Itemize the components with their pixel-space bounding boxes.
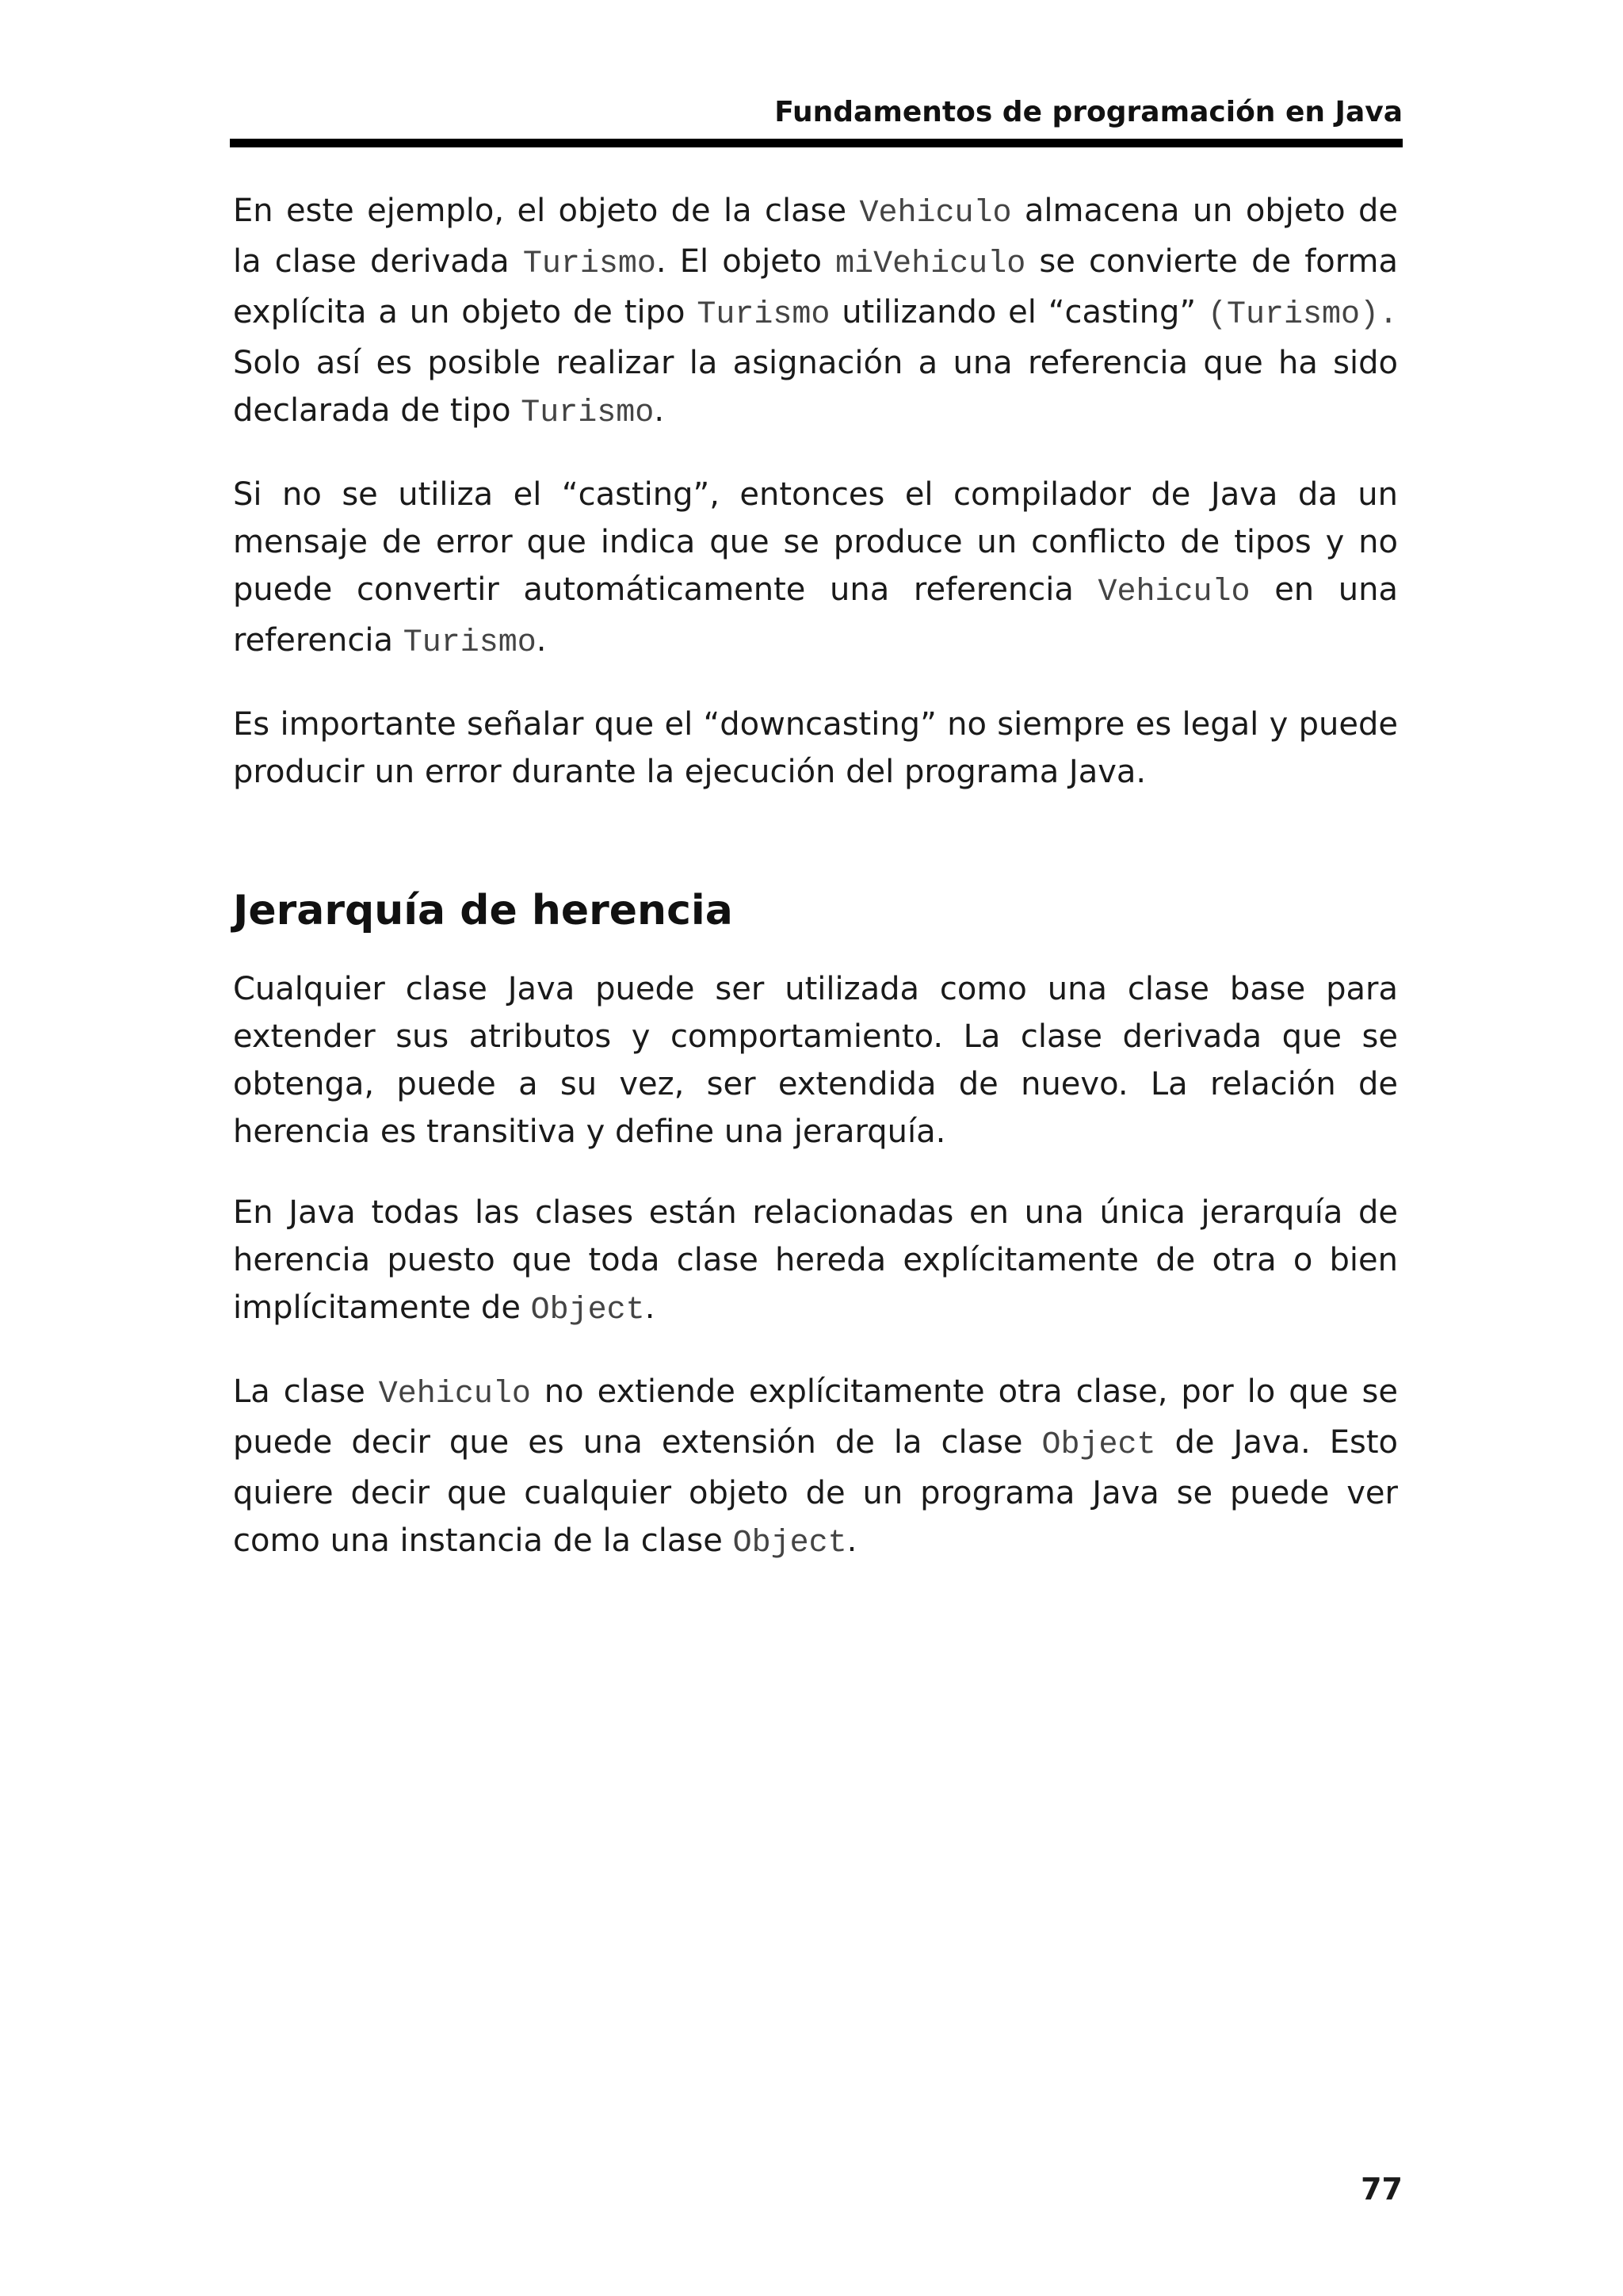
paragraph-text: La clase <box>233 1373 379 1410</box>
top-paragraphs <box>233 187 1398 796</box>
paragraph <box>233 965 1398 1156</box>
paragraph-text: . El objeto <box>655 243 836 280</box>
paragraph-text: . <box>846 1522 857 1559</box>
inline-code: Vehiculo <box>1098 575 1251 610</box>
paragraph-text: . <box>536 622 547 659</box>
paragraph <box>233 1189 1398 1335</box>
paragraph-text: en una referencia <box>233 571 1398 659</box>
section-title: Jerarquía de herencia <box>233 887 733 934</box>
inline-code: (Turismo). <box>1207 297 1398 333</box>
paragraph-text: Es importante señalar que el “downcasting” no siempre es legal y puede producir un error durante la ejecución del programa Java. <box>233 706 1398 790</box>
paragraph-text: utilizando el “casting” <box>830 294 1208 330</box>
paragraph <box>233 1368 1398 1568</box>
paragraph-text: no extiende explícitamente otra clase, por lo que se puede decir que es una extensión de la clase <box>233 1373 1398 1461</box>
paragraph-text: almacena un objeto de la clase derivada <box>233 193 1399 280</box>
inline-code: Turismo <box>697 297 831 333</box>
paragraph <box>233 701 1398 796</box>
header-rule <box>230 139 1403 147</box>
inline-code: Object <box>530 1293 645 1328</box>
paragraph-text: Cualquier clase Java puede ser utilizada como una clase base para extender sus atributos y comportamiento. La clase derivada que se obtenga, puede a su vez, ser extendida de nuevo. La relación de herencia es transitiva y define una jerarquía. <box>233 971 1398 1150</box>
paragraph-text: Solo así es posible realizar la asignación a una referencia que ha sido declarada de tipo <box>233 345 1398 429</box>
bottom-paragraphs <box>233 965 1398 1568</box>
inline-code: Vehiculo <box>859 196 1012 231</box>
page-number: 77 <box>1361 2172 1403 2206</box>
paragraph <box>233 187 1398 437</box>
inline-code: Object <box>732 1526 847 1561</box>
paragraph-text: En Java todas las clases están relacionadas en una única jerarquía de herencia puesto que toda clase hereda explícitamente de otra o bien implícitamente de <box>233 1194 1398 1326</box>
inline-code: Vehiculo <box>378 1377 531 1412</box>
inline-code: miVehiculo <box>835 246 1026 282</box>
paragraph-text: . <box>654 392 665 429</box>
paragraph-text: En este ejemplo, el objeto de la clase <box>233 193 860 229</box>
page-content <box>233 187 1398 1601</box>
running-header: Fundamentos de programación en Java <box>774 96 1403 128</box>
paragraph-text: se convierte de forma explícita a un objeto de tipo <box>233 243 1398 330</box>
inline-code: Turismo <box>521 395 655 431</box>
inline-code: Turismo <box>403 625 537 661</box>
paragraph-text: de Java. Esto quiere decir que cualquier objeto de un programa Java se puede ver como una instancia de la clase <box>233 1424 1398 1559</box>
inline-code: Object <box>1041 1427 1156 1463</box>
paragraph-text: Si no se utiliza el “casting”, entonces el compilador de Java da un mensaje de error que indica que se produce un conflicto de tipos y no puede convertir automáticamente una referencia <box>233 476 1398 608</box>
paragraph <box>233 471 1398 667</box>
paragraph-text: . <box>644 1289 655 1326</box>
inline-code: Turismo <box>522 246 656 282</box>
